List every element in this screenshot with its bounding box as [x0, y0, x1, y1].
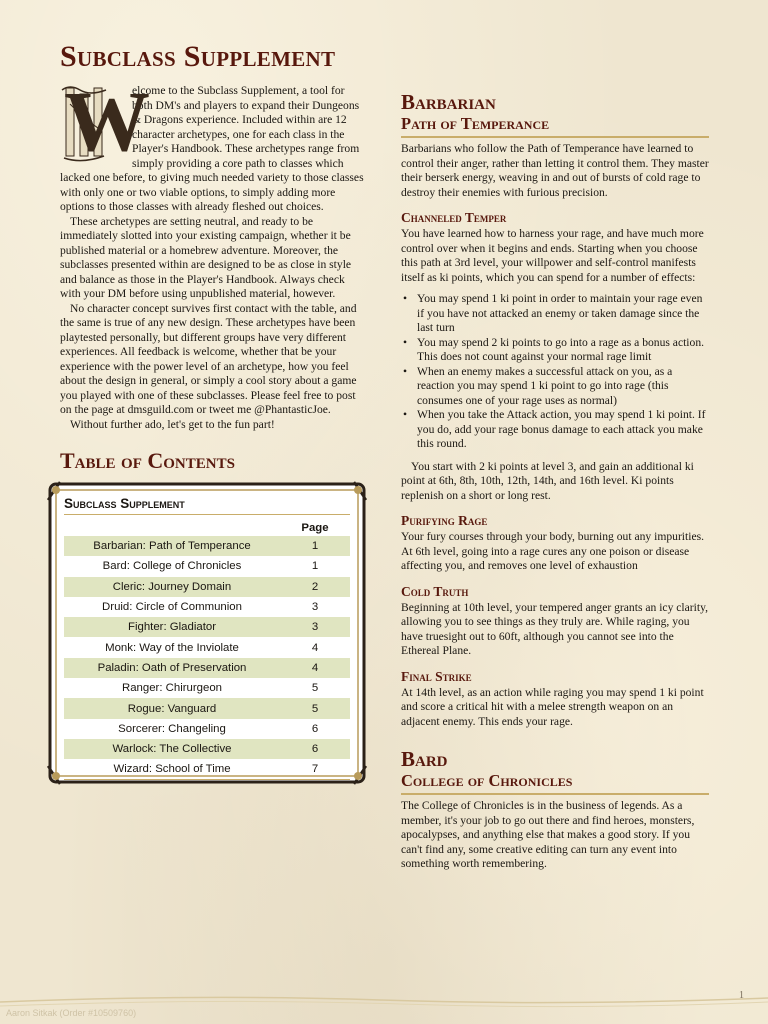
intro-paragraph-4: Without further ado, let's get to the fun part!: [70, 417, 275, 431]
toc-rows: [64, 536, 350, 780]
toc-entry-page: 3: [311, 601, 319, 614]
toc-entry-page: 5: [280, 698, 350, 718]
toc-entry-name: Rogue: Vanguard: [64, 698, 280, 718]
final-strike-title: Final Strike: [401, 668, 472, 684]
table-row: [64, 597, 350, 617]
cold-truth-title: Cold Truth: [401, 583, 469, 599]
toc-entry-name: Cleric: Journey Domain: [64, 577, 280, 597]
barbarian-subclass-title: Path of Temperance: [401, 114, 709, 138]
toc-entry-page: 3: [280, 617, 350, 637]
intro-paragraph-2: These archetypes are setting neutral, and ready to be immediately slotted into your existing campaign, whether it be published material or a homebrew adventure. Moreover, the subclasses presented within are designed to be as close in style and balance as those in the Player's Handbook. Always check with your DM before using unpublished material, however.: [60, 214, 352, 300]
toc-entry-page: 2: [280, 577, 350, 597]
intro-paragraph-3: No character concept survives first contact with the table, and the same is true of any new design. These archetypes have been playtested personally, but different groups have very different experiences. All feedback is welcome, whether that be your experience with the power level of an archetype, how you feel about the design in general, or simply a cool story about a game you played with one of these subclasses. Please feel free to post on the page at dmsguild.com or tweet me @PhantasticJoe.: [60, 301, 357, 416]
toc-frame: [46, 480, 368, 786]
bard-title: Bard: [401, 747, 448, 771]
bard-subclass-title: College of Chronicles: [401, 771, 709, 795]
cold-truth-text: Beginning at 10th level, your tempered anger grants an icy clarity, allowing you to see things as they truly are. While raging, you have truesight out to 60ft, although you cannot see into the Ethereal Plane.: [401, 600, 709, 657]
list-item: • When you take the Attack action, you may spend 1 ki point. If you do, add your rage bonus damage to each attack you make this round.: [401, 408, 709, 452]
toc-entry-name: Ranger: Chirurgeon: [121, 682, 223, 695]
purifying-rage-title: Purifying Rage: [401, 513, 488, 528]
channeled-temper-list: [401, 292, 709, 452]
table-row: [64, 658, 350, 678]
page-number: 1: [739, 990, 744, 1001]
intro-section: [60, 73, 368, 432]
list-item: • You may spend 1 ki point in order to maintain your rage even if you have not attacked an enemy or taken damage since the last turn: [401, 292, 709, 336]
toc-entry-name: Paladin: Oath of Preservation: [64, 658, 280, 678]
toc-entry-name: Fighter: Gladiator: [64, 617, 280, 637]
table-row: [64, 719, 350, 739]
bard-description: The College of Chronicles is in the business of legends. As a member, it's your job to go out there and find heroes, monsters, apocalypses, and anything else that makes a good story. If you can't find any, some creative editing can turn any event into something worth remembering.: [401, 799, 695, 870]
toc-entry-name: Monk: Way of the Inviolate: [105, 641, 239, 654]
toc-entry-page: 4: [280, 658, 350, 678]
toc-entry-page: 1: [311, 560, 319, 573]
barbarian-title: Barbarian: [401, 90, 496, 114]
toc-name-header: [64, 519, 280, 536]
list-item: • When an enemy makes a successful attack on you, as a reaction you may spend 1 ki point to go into rage (this consumes one of your rage uses as normal): [401, 365, 709, 409]
table-row: [64, 759, 350, 779]
purifying-rage-text: Your fury courses through your body, burning out any impurities. At 6th level, going into a rage cures any one poison or disease affecting you, and removes one level of exhaustion: [401, 530, 705, 572]
toc-content: [64, 496, 350, 780]
toc-entry-page: 6: [280, 739, 350, 759]
dropcap: [60, 73, 150, 169]
table-row: [64, 536, 350, 556]
table-row: [64, 739, 350, 759]
toc-entry-page: 4: [311, 641, 319, 654]
toc-entry-page: 1: [280, 536, 350, 556]
intro-paragraph-1: elcome to the Subclass Supplement, a tool for both DM's and players to expand their Dungeons & Dragons experience. Included within are 12 character archetypes, one for each class in the Player's Handbook. These archetypes range from simply providing a core path to classes which lacked one before, to giving much needed variety to those classes with only one or two viable options, to simply adding more options to those classes with already fleshed out choices.: [60, 84, 364, 213]
toc-entry-name: Wizard: School of Time: [64, 759, 280, 779]
toc-entry-name: Warlock: The Collective: [64, 739, 280, 759]
toc-entry-name: Bard: College of Chronicles: [102, 560, 242, 573]
table-row: [64, 698, 350, 718]
toc-heading: Subclass Supplement: [64, 496, 350, 515]
table-row: [64, 637, 350, 657]
toc-entry-page: 6: [311, 722, 319, 735]
document-title: Subclass Supplement: [60, 40, 336, 73]
barbarian-description: Barbarians who follow the Path of Temperance have learned to control their anger, rather than letting it control them. They master their berserk energy, weaving in and out of bursts of cold rage to destroy their enemies with furious precision.: [401, 142, 709, 199]
left-column: [60, 40, 368, 786]
channeled-temper-after: You start with 2 ki points at level 3, and gain an additional ki point at 6th, 8th, 10th, 12th, 14th, and 16th level. Ki points replenish on a short or long rest.: [401, 459, 694, 502]
dropcap-letter: W: [64, 73, 150, 169]
list-item: • You may spend 2 ki points to go into a rage as a bonus action. This does not count against your normal rage limit: [401, 336, 709, 365]
toc-entry-name: Sorcerer: Changeling: [118, 722, 226, 735]
toc-page-header: Page: [301, 522, 329, 534]
toc-title: Table of Contents: [60, 448, 235, 473]
channeled-temper-text: You have learned how to harness your rage, and have much more control over when it begins and ends. Starting when you choose this path at 3rd level, your willpower and self-control manifests itself as ki points, which you can spend for a number of effects:: [401, 227, 704, 284]
table-row: [64, 617, 350, 637]
toc-table: [64, 519, 350, 780]
right-column: [401, 40, 709, 872]
toc-entry-name: Barbarian: Path of Temperance: [64, 536, 280, 556]
watermark: Aaron Sitkak (Order #10509760): [6, 1008, 137, 1018]
toc-entry-page: 7: [280, 759, 350, 779]
table-row: [64, 577, 350, 597]
table-row: [64, 556, 350, 576]
table-row: [64, 678, 350, 698]
channeled-temper-title: Channeled Temper: [401, 210, 507, 225]
toc-entry-page: 5: [311, 682, 319, 695]
final-strike-text: At 14th level, as an action while raging you may spend 1 ki point and score a critical hit with a melee strength weapon on an adjacent enemy. This ends your rage.: [401, 685, 704, 728]
toc-entry-name: Druid: Circle of Communion: [102, 601, 242, 614]
